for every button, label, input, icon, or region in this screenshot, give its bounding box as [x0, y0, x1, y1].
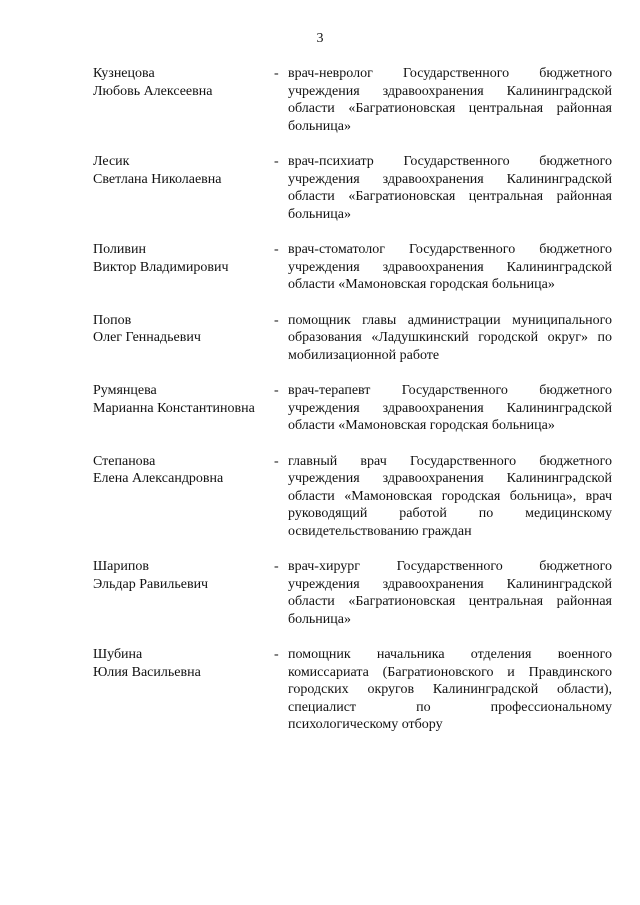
list-item	[0, 153, 640, 223]
personnel-list	[0, 65, 640, 752]
person-name	[93, 558, 273, 593]
separator-dash: -	[274, 312, 279, 328]
person-name	[93, 241, 273, 276]
separator-dash: -	[274, 154, 279, 169]
person-surname: Шарипов	[93, 559, 149, 574]
person-given-name: Юлия Васильевна	[93, 664, 201, 680]
person-surname: Степанова	[93, 453, 156, 469]
list-item	[0, 312, 640, 365]
person-position: главный врач Государственного бюджетного учреждения здравоохранения Калининградской области «Мамоновская городская больница», врач руководящий работой по медицинскому освидетельствованию граждан	[288, 453, 612, 539]
person-position: врач-терапевт Государственного бюджетного учреждения здравоохранения Калининградской области «Мамоновская городская больница»	[288, 383, 612, 433]
person-name	[93, 453, 273, 488]
person-surname: Попов	[93, 312, 132, 328]
separator-dash: -	[274, 383, 279, 398]
list-item	[0, 646, 640, 734]
person-position: помощник главы администрации муниципального образования «Ладушкинский городской округ» по мобилизационной работе	[288, 312, 612, 363]
person-position: помощник начальника отделения военного комиссариата (Багратионовского и Правдинского городских округов Калининградской области), специалист по профессиональному психологическому отбору	[288, 647, 612, 732]
person-position: врач-хирург Государственного бюджетного учреждения здравоохранения Калининградской области «Багратионовская центральная районная больница»	[288, 559, 612, 627]
person-name	[93, 153, 273, 188]
person-surname: Поливин	[93, 242, 146, 257]
person-surname: Румянцева	[93, 383, 157, 398]
separator-dash: -	[274, 647, 279, 662]
person-given-name: Елена Александровна	[93, 471, 224, 486]
person-position: врач-невролог Государственного бюджетного учреждения здравоохранения Калининградской области «Багратионовская центральная районная больница»	[288, 66, 612, 134]
list-item	[0, 65, 640, 135]
separator-dash: -	[274, 242, 279, 257]
person-position: врач-стоматолог Государственного бюджетного учреждения здравоохранения Калининградской области «Мамоновская городская больница»	[288, 242, 612, 292]
person-given-name: Олег Геннадьевич	[93, 330, 201, 345]
separator-dash: -	[274, 66, 279, 81]
person-surname: Кузнецова	[93, 66, 155, 81]
person-given-name: Марианна Константиновна	[93, 400, 255, 416]
person-name	[93, 382, 273, 417]
list-item	[0, 558, 640, 628]
person-name	[93, 646, 273, 681]
list-item	[0, 241, 640, 294]
person-name	[93, 312, 273, 347]
list-item	[0, 382, 640, 435]
person-given-name: Виктор Владимирович	[93, 259, 229, 275]
person-name	[93, 65, 273, 100]
person-surname: Шубина	[93, 647, 143, 662]
person-position: врач-психиатр Государственного бюджетного учреждения здравоохранения Калининградской области «Багратионовская центральная районная больница»	[288, 154, 612, 222]
person-given-name: Светлана Николаевна	[93, 171, 222, 187]
list-item	[0, 453, 640, 541]
page-number: 3	[316, 31, 324, 46]
person-given-name: Эльдар Равильевич	[93, 576, 209, 592]
separator-dash: -	[274, 559, 279, 574]
person-given-name: Любовь Алексеевна	[93, 83, 213, 99]
separator-dash: -	[274, 453, 279, 469]
person-surname: Лесик	[93, 154, 130, 169]
